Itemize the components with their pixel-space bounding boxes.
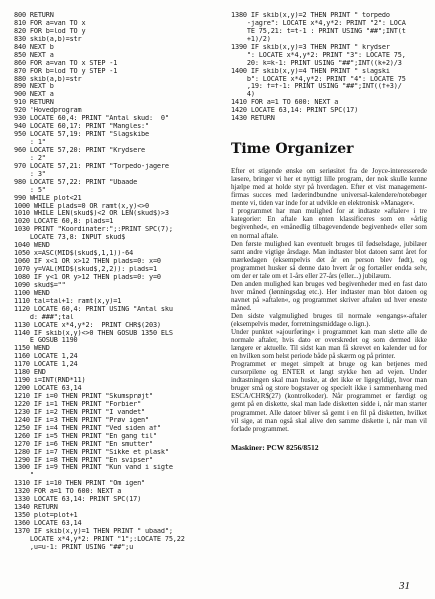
code-line: 1100 WEND: [14, 289, 50, 297]
code-line: 900 NEXT a: [14, 91, 54, 99]
code-line: : 1": [14, 139, 46, 146]
code-line: 1310 IF i=10 THEN PRINT "Om igen": [14, 480, 146, 488]
code-line: 910 RETURN: [14, 99, 54, 107]
code-line: 950 LOCATE 57,19: PRINT "Slagskibe: [14, 131, 149, 139]
code-line: 1390 IF skib(x,y)=3 THEN PRINT " krydser: [231, 43, 390, 51]
code-line: ": LOCATE x*4,y*2: PRINT "3": LOCATE 75,: [231, 51, 406, 59]
code-line: 1170 LOCATE 1,24: [14, 361, 78, 369]
code-line: 830 skib(a,b)=str: [14, 35, 82, 43]
article-byline: Maskiner: PCW 8256/8512: [231, 442, 319, 452]
code-line: 890 NEXT b: [14, 83, 54, 91]
code-line: 1230 IF i=2 THEN PRINT "I vandet": [14, 408, 146, 416]
code-line: 4): [231, 91, 255, 99]
code-line: 1210 IF i=0 THEN PRINT "Skumsprøjt": [14, 393, 153, 400]
code-line: 1000 WHILE plads=0 OR ramt(x,y)<>0: [14, 202, 149, 210]
code-line: 860 FOR a=van TO x STEP -1: [14, 59, 118, 67]
code-line: 880 skib(a,b)=str: [14, 75, 82, 83]
code-line: +1)/2): [231, 35, 271, 43]
code-line: LOCATE x*4,y*2: PRINT "1";:LOCATE 75,22: [14, 535, 185, 543]
code-line: 1130 LOCATE x*4,y*2: PRINT CHR$(203): [14, 321, 161, 329]
article-body: [231, 167, 427, 433]
article-title: Time Organizer: [231, 141, 354, 158]
code-line: : 3": [14, 170, 46, 178]
code-line: 1150 WEND: [14, 345, 50, 353]
code-line: 1110 tal=tal+1: ramt(x,y)=1: [14, 297, 122, 305]
code-line: 940 LOCATE 60,17: PRINT "Mangles:": [14, 123, 149, 131]
code-line: d: ###";tal: [14, 313, 74, 321]
page-number: 31: [399, 580, 410, 592]
code-line: 1430 RETURN: [231, 115, 275, 123]
code-line: 1040 WEND: [14, 242, 50, 250]
code-line: 980 LOCATE 57,22: PRINT "Ubaade: [14, 178, 138, 186]
code-line: 1290 IF i=8 THEN PRINT "En svipser": [14, 456, 153, 464]
code-line: ,u=u-1: PRINT USING "##";u: [14, 543, 134, 551]
code-line: 1340 RETURN: [14, 504, 58, 512]
code-line: E GOSUB 1190: [14, 337, 78, 345]
code-line: 1190 i=INT(RND*11): [14, 377, 86, 385]
code-line: 20: k=k-1: PRINT USING "##";INT((k+2)/3: [231, 59, 402, 67]
code-line: -jagre": LOCATE x*4,y*2: PRINT "2": LOCA: [231, 19, 406, 27]
code-line: 800 RETURN: [14, 12, 54, 19]
article-paragraph: Den første mulighed kan eventuelt bruges til fødselsdage, jubilæer samt andre vigtige årsdage. Man indtaster blot datoen samt året for mærkedagen (eksempelvis det år en person blev født), og programmet husker så denne dato hvert år og fortæller endda selv, om der er tale om et 1-års eller 27-års (eller...) jubilæum.: [231, 239, 427, 280]
code-line: 1050 x=ASC(MID$(skud$,1,1))-64: [14, 250, 134, 258]
basic-listing-continuation: [231, 12, 427, 123]
code-line: 960 LOCATE 57,20: PRINT "Krydsere: [14, 146, 146, 154]
code-line: 1420 LOCATE 63,14: PRINT SPC(17): [231, 107, 359, 115]
article-paragraph: I programmet har man mulighed for at indtaste »aftaler« i tre kategorier: En aftale kan enten klassificeres som en »årlig begivenhed«, en »månedlig tilbagevendende begivenhed« eller som en normal aftale.: [231, 207, 427, 240]
code-line: 1060 IF x<1 OR x>12 THEN plads=0: x=0: [14, 258, 161, 266]
article-paragraph: Efter et stigende ønske om seriøsitet fra de Joyce-interesserede læsere, bringer vi her et nyttigt lille program, der nok skulle kunne hjælpe med at holde styr på hverdagen. Efter et vist management-firmas succes med læderindbundne universal-kalendere/notebøger mente vi, tiden var inde for at udvikle en elektronisk »Manager«.: [231, 167, 427, 208]
code-line: 810 FOR a=van TO x: [14, 19, 86, 27]
code-line: 930 LOCATE 60,4: PRINT "Antal skud: 0": [14, 115, 169, 123]
code-line: 840 NEXT b: [14, 43, 54, 51]
code-line: 1410 FOR a=1 TO 600: NEXT a: [231, 99, 339, 107]
code-line: 1250 IF i=4 THEN PRINT "Ved siden af": [14, 424, 161, 432]
article-paragraph: Den anden mulighed kan bruges ved begivenheder med en fast dato hver måned (lønningsdag etc.). Her indtaster man blot datoen og navnet på »aftalen«, og programmet skriver aftalen ud hver eneste måned.: [231, 279, 427, 312]
code-line: 920 'Hovedprogram: [14, 107, 82, 115]
code-line: LOCATE 73,8: INPUT skud$: [14, 234, 126, 242]
code-line: 990 WHILE plot<21: [14, 194, 82, 202]
right-column: [231, 12, 427, 452]
code-line: 850 NEXT a: [14, 51, 54, 59]
code-line: 1180 END: [14, 369, 46, 377]
article-paragraph: Under punktet »ajourføring« i programmet kan man slette alle de normale aftaler, hvis dato er overskredet og som dermed ikke længere er aktuelle. Til sidst kan man få skrevet en kalender ud for en hvilken som helst periode både på skærm og på printer.: [231, 328, 427, 361]
code-line: 1360 LOCATE 63,14: [14, 520, 82, 527]
code-line: : 2": [14, 154, 46, 162]
article-paragraph: Programmet er meget simpelt at bruge og kan betjenes med cursorpilene og ENTER et langt stykke hen ad vejen. Under indtastningen skal man huske, at det ikke er ligegyldigt, hvor man bruger små og store bogstaver og specielt ikke i sammenhæng med ESCA/CHR$(27) (kontrolkoder). Når programmet er færdigt og gemt på en diskette, skal man lade disketten sidde i, når man starter programmet. Alle datoer bliver så gemt i en fil på disketten, hvilket vil sige, at man også skal alive den samme diskette i, når man vil forlade programmet.: [231, 360, 427, 433]
code-line: 1280 IF i=7 THEN PRINT "Sikke et plask": [14, 448, 169, 456]
code-line: 870 FOR b=lod TO y STEP -1: [14, 67, 118, 75]
code-line: 1400 IF skib(x,y)=4 THEN PRINT " slagski: [231, 67, 390, 75]
code-line: 820 FOR b=lod TO y: [14, 27, 86, 35]
code-line: 1020 LOCATE 60,8: plads=1: [14, 218, 114, 226]
code-line: 970 LOCATE 57,21: PRINT "Torpedo-jagere: [14, 162, 169, 170]
code-line: 1090 skud$="": [14, 281, 66, 289]
code-line: 1140 IF skib(x,y)<>0 THEN GOSUB 1350 ELS: [14, 329, 173, 337]
code-line: : 5": [14, 186, 46, 194]
code-line: TE 75,21: t=t-1 : PRINT USING "##";INT(t: [231, 27, 406, 35]
code-line: b": LOCATE x*4,y*2: PRINT "4": LOCATE 75: [231, 75, 406, 83]
code-line: ,19: f=f-1: PRINT USING "##";INT((f+3)/: [231, 83, 402, 91]
code-line: 1370 IF skib(x,y)=1 THEN PRINT " ubaad";: [14, 527, 173, 535]
code-line: 1240 IF i=3 THEN PRINT "Prøv igen": [14, 416, 149, 424]
code-line: 1080 IF y<1 OR y>12 THEN plads=0: y=0: [14, 273, 161, 281]
code-line: 1300 IF i=9 THEN PRINT "Kun vand i sigte: [14, 464, 173, 472]
code-line: 1330 LOCATE 63,14: PRINT SPC(17): [14, 496, 142, 504]
code-line: 1270 IF i=6 THEN PRINT "En smutter": [14, 440, 153, 448]
code-line: 1200 LOCATE 63,14: [14, 385, 82, 393]
article-paragraph: Den sidste valgmulighed bruges til normale »engangs«-aftaler (eksempelvis møder, forretningsmiddage o.lign.).: [231, 311, 427, 329]
code-line: 1320 FOR a=1 TO 600: NEXT a: [14, 488, 122, 496]
code-line: 1220 IF i=1 THEN PRINT "Forbier": [14, 400, 142, 408]
code-line: 1030 PRINT "Koordinater:";:PRINT SPC(7);: [14, 226, 173, 234]
code-line: 1350 plot=plot+1: [14, 512, 78, 520]
code-line: 1380 IF skib(x,y)=2 THEN PRINT " torpedo: [231, 12, 390, 19]
code-line: 1010 WHILE LEN(skud$)<2 OR LEN(skud$)>3: [14, 210, 169, 218]
code-line: ": [14, 472, 34, 480]
code-line: 1160 LOCATE 1,24: [14, 353, 78, 361]
basic-program-listing: [14, 12, 232, 552]
code-line: 1070 y=VAL(MID$(skud$,2,2)): plads=1: [14, 266, 157, 273]
code-line: 1260 IF i=5 THEN PRINT "En gang til": [14, 432, 157, 440]
code-line: 1120 LOCATE 60,4: PRINT USING "Antal sku: [14, 305, 173, 313]
